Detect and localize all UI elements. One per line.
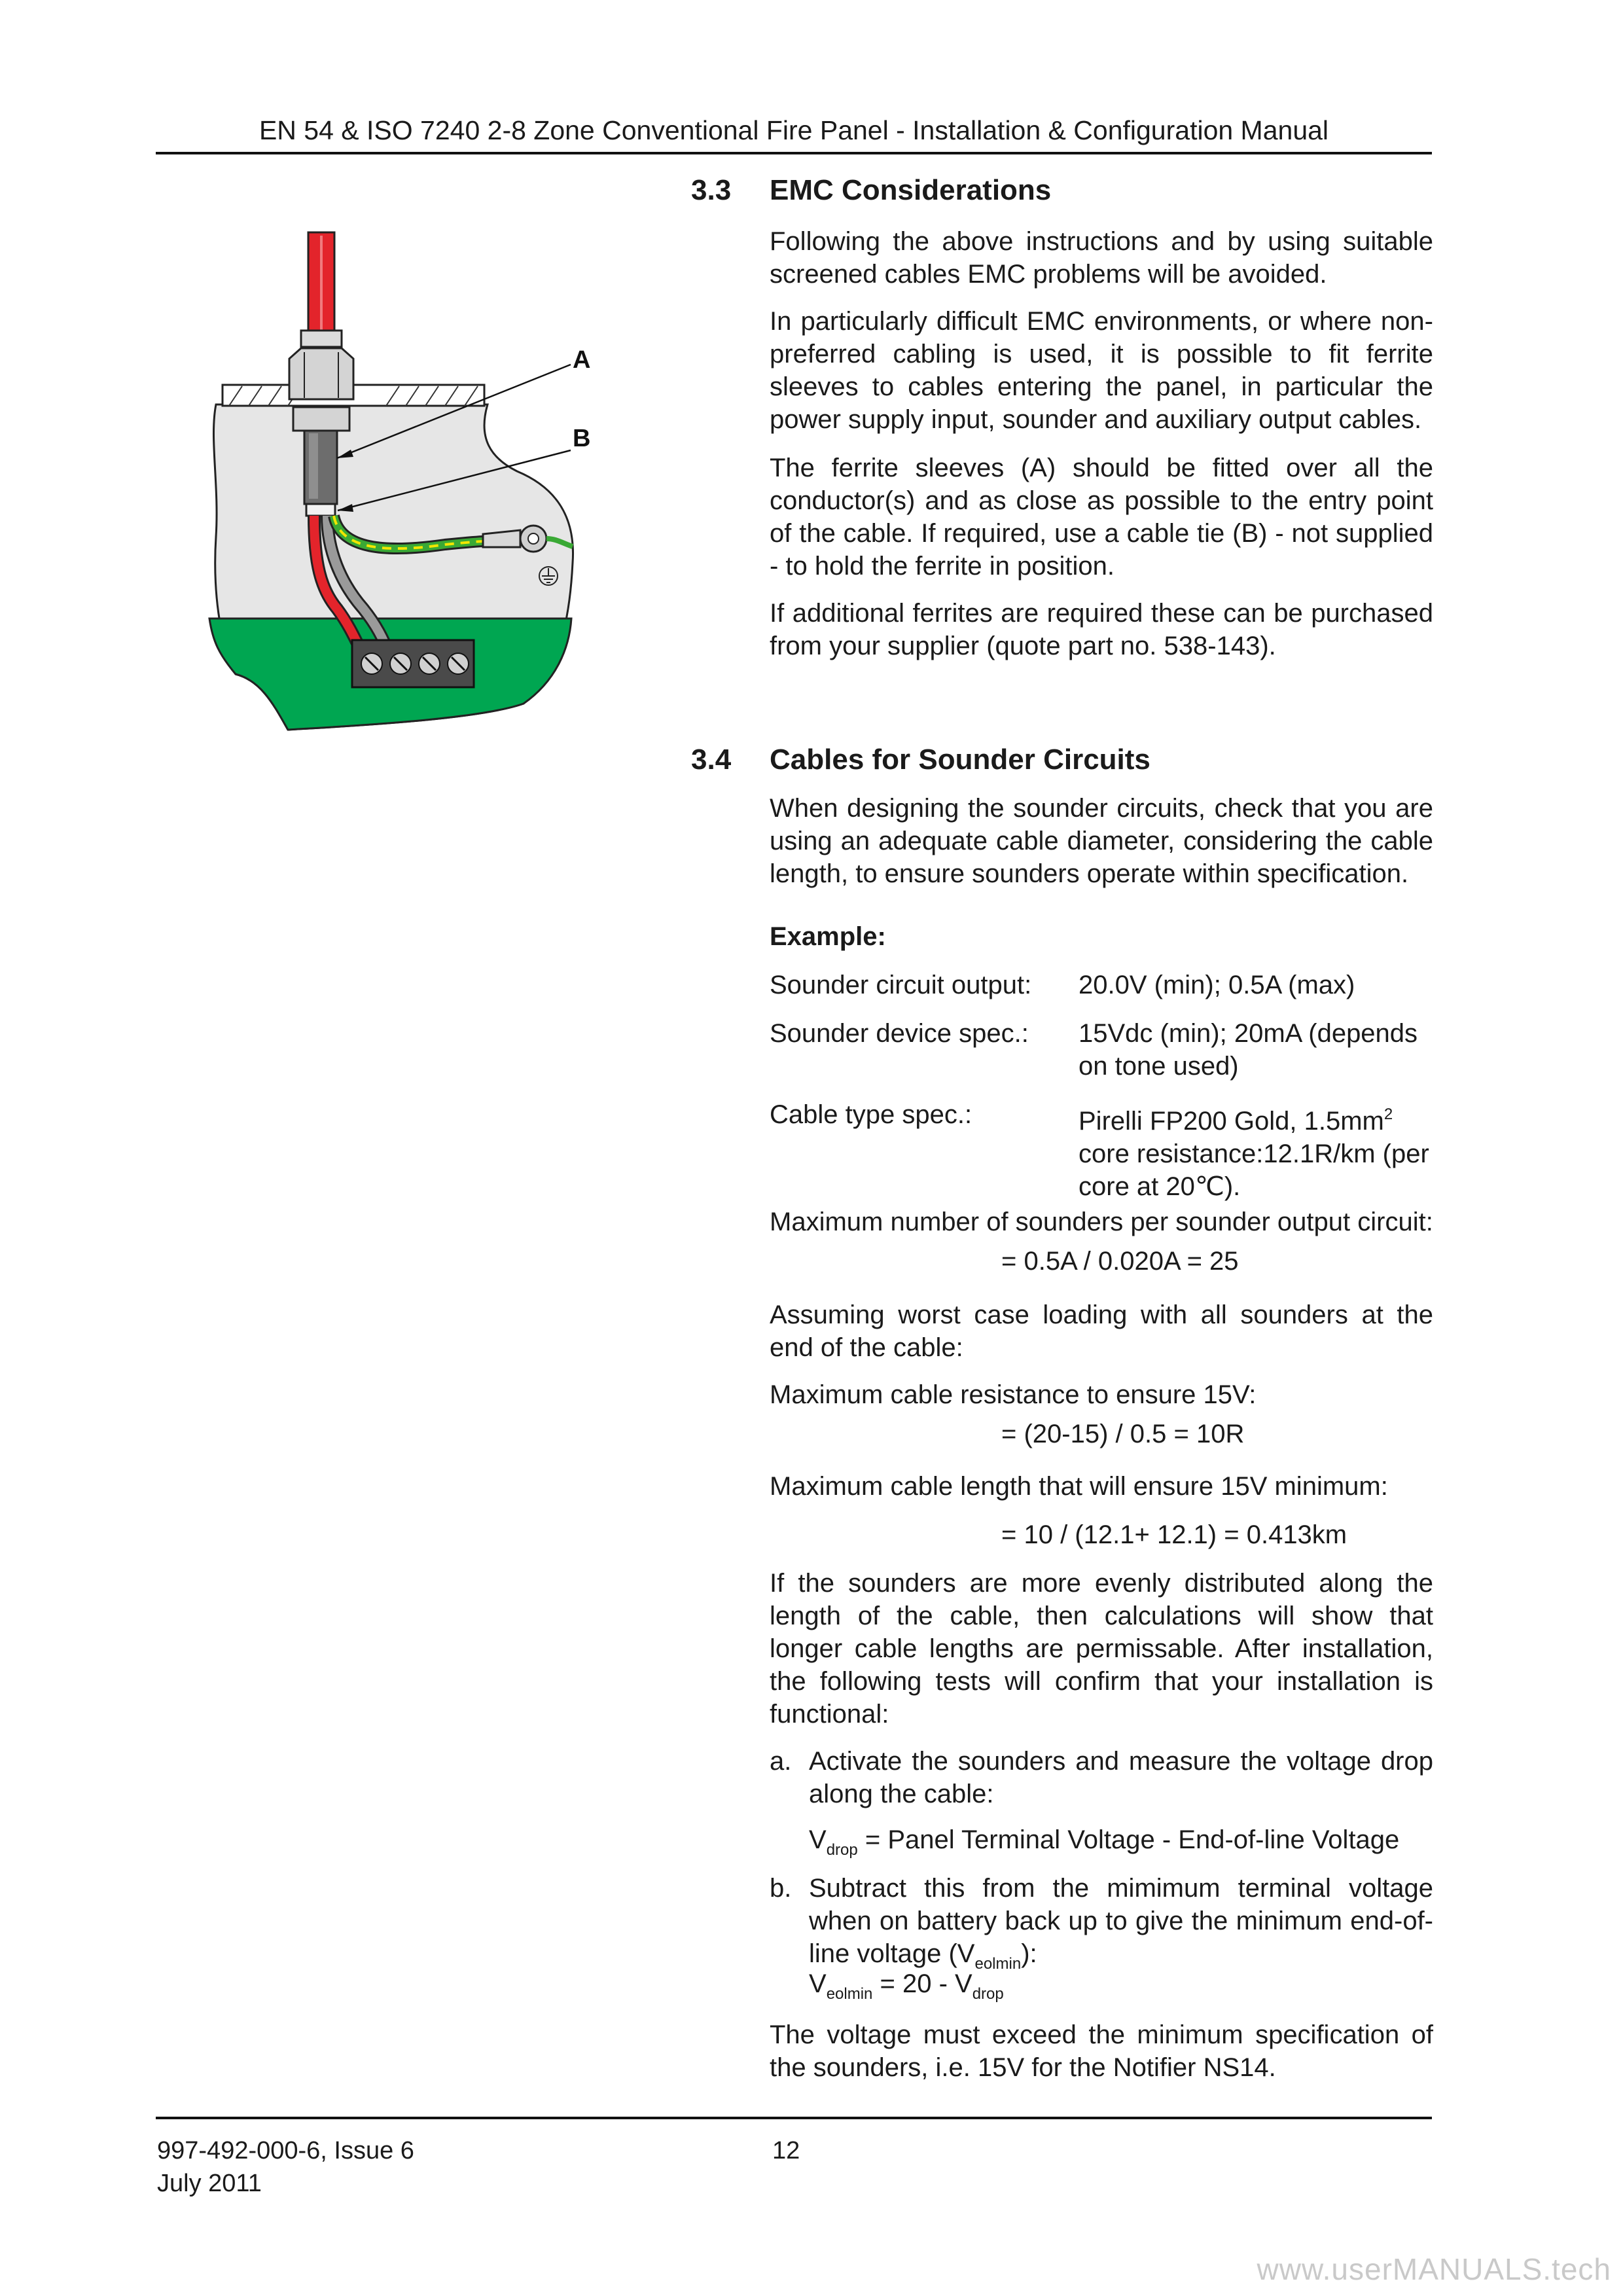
- earth-symbol-icon: [539, 567, 558, 585]
- figure-label-b: B: [573, 425, 591, 452]
- section-34-number: 3.4: [691, 744, 732, 776]
- spec-value-cable-resistance: core resistance:12.1R/km (per core at 20℃).: [1079, 1139, 1429, 1201]
- max-length-calc: = 10 / (12.1+ 12.1) = 0.413km: [1001, 1520, 1347, 1549]
- max-length-label: Maximum cable length that will ensure 15V minimum:: [770, 1472, 1388, 1501]
- spec-value-cable-type: Pirelli FP200 Gold, 1.5mm: [1079, 1107, 1384, 1136]
- section-33-paragraph-2: In particularly difficult EMC environments, or where non-preferred cabling is used, it is possible to fit ferrite sleeves to cables entering the panel, in particular the power supply input, sounder and auxiliary output cables.: [770, 307, 1433, 434]
- formula-veolmin: $V_{eolmin} = 20 - V_{drop}$: [809, 1969, 1004, 2003]
- spec-value-cable-sup: 2: [1383, 1105, 1393, 1123]
- running-header: EN 54 & ISO 7240 2-8 Zone Conventional Fire Panel - Installation & Configuration Manual: [259, 115, 1329, 145]
- section-33-paragraph-3: The ferrite sleeves (A) should be fitted over all the conductor(s) and as close as possible to the entry point of the cable. If required, use a cable tie (B) - not supplied - to hold the ferrite in position.: [770, 454, 1433, 581]
- section-33-title: EMC Considerations: [770, 174, 1052, 206]
- ferrite-installation-figure: [190, 223, 622, 740]
- section-33-paragraph-4: If additional ferrites are required these can be purchased from your supplier (quote part no. 538-143).: [770, 599, 1433, 660]
- cable-gland: [301, 331, 342, 347]
- section-34-paragraph-1: When designing the sounder circuits, check that you are using an adequate cable diameter, considering the cable length, to ensure sounders operate within specification.: [770, 794, 1433, 888]
- step-b-marker: b.: [770, 1874, 792, 1903]
- formula-vdrop: $V_{drop}$ = Panel Terminal Voltage - End-of-line Voltage: [809, 1825, 1400, 1859]
- footer-page-number: 12: [772, 2137, 800, 2164]
- footer-date: July 2011: [157, 2170, 262, 2197]
- worst-case-paragraph: Assuming worst case loading with all sounders at the end of the cable:: [770, 1300, 1433, 1362]
- max-sounders-label: Maximum number of sounders per sounder output circuit:: [770, 1208, 1433, 1236]
- max-resistance-calc: = (20-15) / 0.5 = 10R: [1001, 1420, 1245, 1448]
- watermark: www.userMANUALS.tech: [1257, 2252, 1611, 2286]
- spec-value-output: 20.0V (min); 0.5A (max): [1079, 971, 1355, 999]
- spec-label-cable: Cable type spec.:: [770, 1100, 972, 1129]
- step-a-marker: a.: [770, 1747, 792, 1776]
- spec-value-cable: [1079, 1098, 1433, 1203]
- final-paragraph: The voltage must exceed the minimum specification of the sounders, i.e. 15V for the Notifier NS14.: [770, 2020, 1433, 2082]
- spec-value-device: 15Vdc (min); 20mA (depends on tone used): [1079, 1019, 1418, 1081]
- header-rule: [156, 152, 1432, 154]
- spec-label-device: Sounder device spec.:: [770, 1019, 1029, 1048]
- distributed-paragraph: If the sounders are more evenly distributed along the length of the cable, then calculations will show that longer cable lengths are permissable. After installation, the following tests will confirm that your installation is functional:: [770, 1569, 1433, 1729]
- max-resistance-label: Maximum cable resistance to ensure 15V:: [770, 1380, 1257, 1409]
- max-sounders-calc: = 0.5A / 0.020A = 25: [1001, 1247, 1239, 1276]
- section-33-number: 3.3: [691, 174, 732, 206]
- section-34-title: Cables for Sounder Circuits: [770, 744, 1150, 776]
- example-heading: Example:: [770, 922, 886, 951]
- footer-doc-number: 997-492-000-6, Issue 6: [157, 2137, 414, 2164]
- figure-label-a: A: [573, 346, 591, 374]
- footer-rule: [156, 2117, 1432, 2119]
- cable-tie: [306, 504, 335, 516]
- section-33-paragraph-1: Following the above instructions and by using suitable screened cables EMC problems will be avoided.: [770, 227, 1433, 289]
- step-b-text: Subtract this from the mimimum terminal voltage when on battery back up to give the minimum end-of-line voltage $(V_{eolmin})$:: [809, 1874, 1433, 1973]
- spec-label-output: Sounder circuit output:: [770, 971, 1032, 999]
- step-a-text: Activate the sounders and measure the voltage drop along the cable:: [809, 1747, 1433, 1808]
